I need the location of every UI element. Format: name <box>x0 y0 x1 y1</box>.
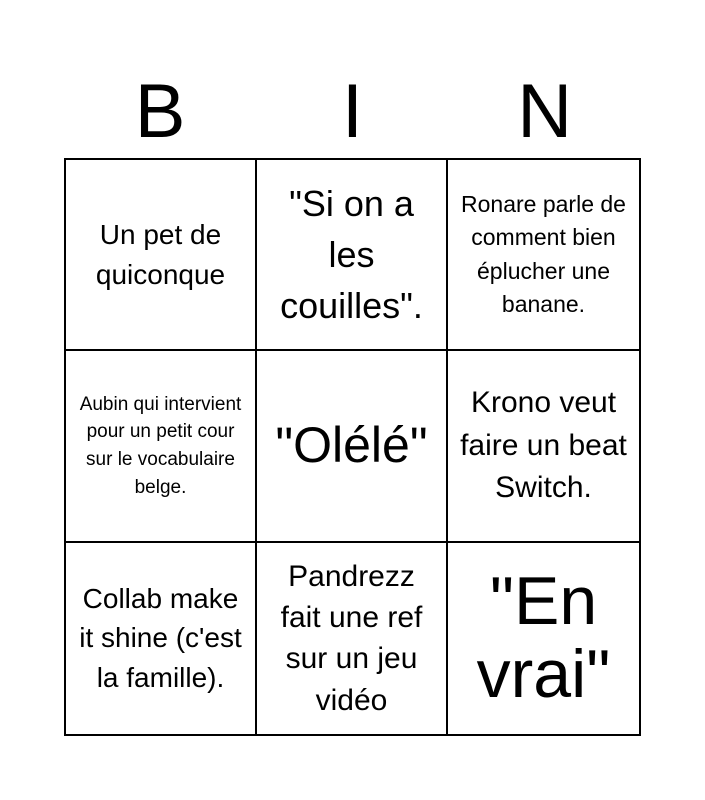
bingo-cell[interactable]: Ronare parle de comment bien éplucher une banane. <box>448 160 639 351</box>
header-letter-i: I <box>341 69 363 154</box>
bingo-cell[interactable]: "En vrai" <box>476 562 611 713</box>
bingo-cell[interactable]: Krono veut faire un beat Switch. <box>448 351 639 542</box>
bingo-cell[interactable]: Un pet de quiconque <box>66 160 257 351</box>
bingo-cell[interactable]: Collab make it shine (c'est la famille). <box>66 543 257 734</box>
bingo-cell[interactable]: "Olélé" <box>257 351 448 542</box>
bingo-grid <box>64 158 641 736</box>
bingo-cell[interactable]: "Si on a les couilles". <box>257 160 448 351</box>
bingo-cell[interactable]: Aubin qui intervient pour un petit cour sur le vocabulaire belge. <box>66 351 257 542</box>
bingo-cell[interactable]: Pandrezz fait une ref sur un jeu vidéo <box>257 543 448 734</box>
bingo-header <box>64 69 641 154</box>
header-letter-b: B <box>134 69 186 154</box>
header-letter-n: N <box>517 69 573 154</box>
